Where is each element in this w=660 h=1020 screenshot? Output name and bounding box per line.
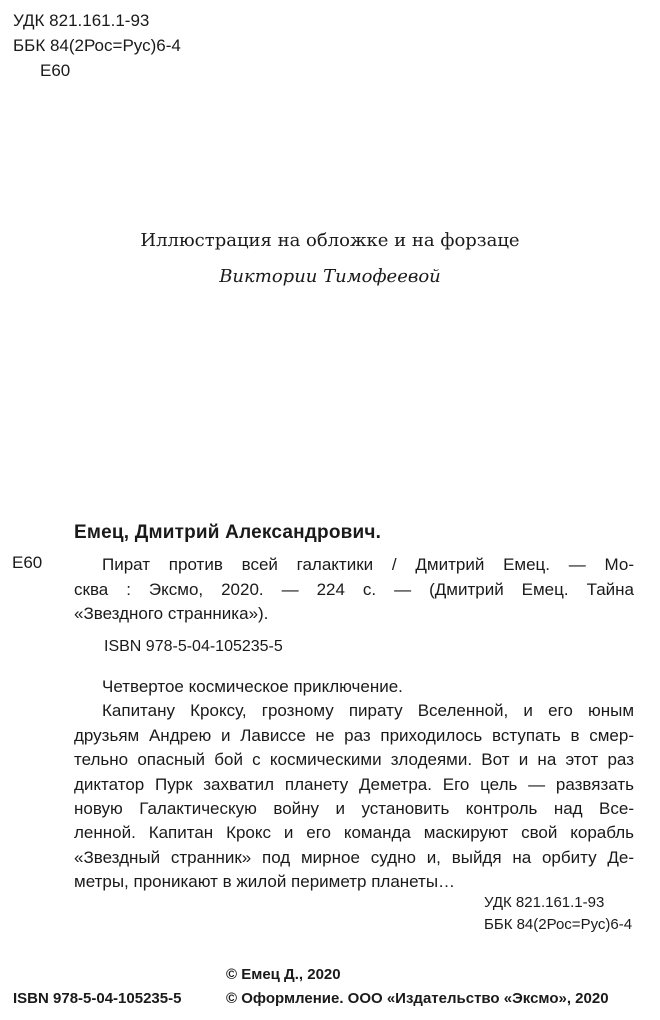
description-line: сква : Эксмо, 2020. — 224 с. — (Дмитрий Емец. Тайна <box>74 579 634 599</box>
illustrator-name: Виктории Тимофеевой <box>219 266 441 287</box>
isbn-line: ISBN 978-5-04-105235-5 <box>104 638 283 655</box>
bbk-code: ББК 84(2Рос=Рус)6-4 <box>13 36 181 55</box>
isbn-bottom: ISBN 978-5-04-105235-5 <box>13 990 182 1007</box>
bbk-code: ББК 84(2Рос=Рус)6-4 <box>484 916 633 933</box>
annotation-line: тельно опасный бой с космическими злодеями. Вот и на этот раз <box>74 750 634 770</box>
classification-codes-top <box>13 8 181 83</box>
annotation-line: «Звездный странник» под мирное судно и, выйдя на орбиту Де- <box>74 847 634 867</box>
copyright-author: © Емец Д., 2020 <box>226 966 341 983</box>
annotation-line: новую Галактическую войну и установить контроль над Все- <box>74 799 634 819</box>
annotation-line: ленной. Капитан Крокс и его команда маскируют свой корабль <box>74 823 634 843</box>
udk-code: УДК 821.161.1-93 <box>484 894 605 911</box>
annotation-line: Капитану Кроксу, грозному пирату Вселенной, и его юным <box>102 701 634 721</box>
annotation-text <box>74 675 634 895</box>
annotation-line: друзьям Андрею и Лависсе не раз приходилось вступать в смер- <box>74 725 634 745</box>
description-line: Пират против всей галактики / Дмитрий Емец. — Мо- <box>102 555 634 574</box>
bibliographic-description <box>74 553 634 627</box>
author-heading: Емец, Дмитрий Александрович. <box>74 522 382 543</box>
annotation-line: Четвертое космическое приключение. <box>102 677 403 696</box>
annotation-line: метры, проникают в жилой периметр планеты… <box>74 872 456 892</box>
classification-codes-bottom <box>484 892 632 936</box>
call-number: Е60 <box>12 553 43 572</box>
description-line: «Звездного странника»). <box>74 604 269 623</box>
udk-code: УДК 821.161.1-93 <box>13 11 150 30</box>
author-sign: Е60 <box>40 61 71 80</box>
copyright-design: © Оформление. ООО «Издательство «Эксмо», 2020 <box>226 990 609 1007</box>
annotation-line: диктатор Пурк захватил планету Деметра. Его цель — развязать <box>74 774 634 794</box>
illustration-credit: Иллюстрация на обложке и на форзаце <box>140 230 520 251</box>
